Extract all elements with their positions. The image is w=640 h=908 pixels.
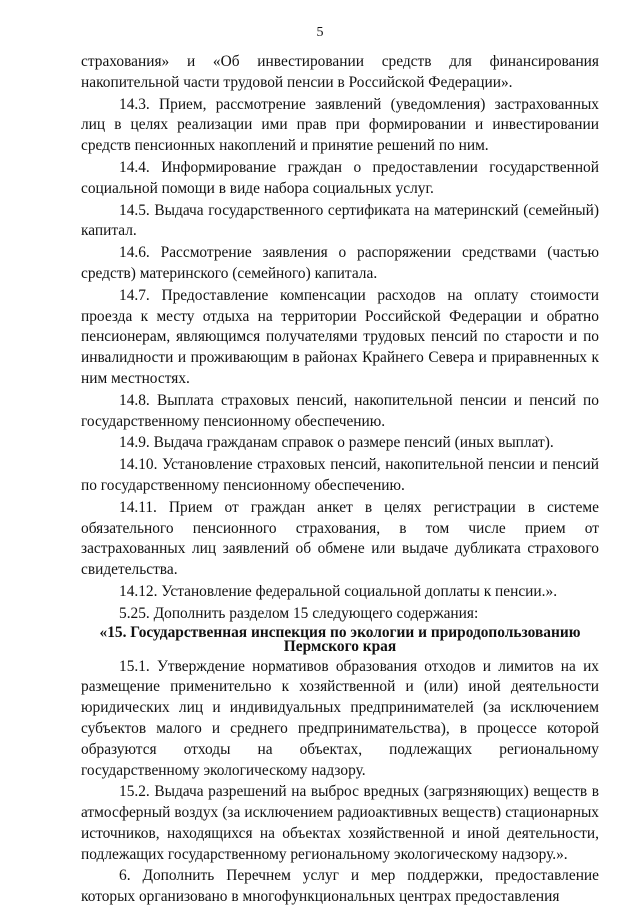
paragraph: 14.3. Прием, рассмотрение заявлений (уведомления) застрахованных лиц в целях реализации ими прав при формировании и инвестировании средств пенсионных накоплений и принятие решений по ним. [81, 95, 599, 155]
paragraph: 14.8. Выплата страховых пенсий, накопительной пенсии и пенсий по государственному пенсионному обеспечению. [81, 391, 599, 430]
paragraph: 15.1. Утверждение нормативов образования отходов и лимитов на их размещение применительно к хозяйственной и (или) иной деятельности юридических лиц и индивидуальных предпринимателей (за исключением субъектов малого и среднего предпринимательства), в процессе которой образуются отходы на объектах, подлежащих региональному государственному экологическому надзору. [81, 657, 599, 779]
paragraph: 14.6. Рассмотрение заявления о распоряжении средствами (частью средств) материнского (семейного) капитала. [81, 244, 599, 282]
paragraph: 6. Дополнить Перечнем услуг и мер поддержки, предоставление которых организовано в многофункциональных центрах предоставления [81, 867, 599, 906]
paragraph: 14.10. Установление страховых пенсий, накопительной пенсии и пенсий по государственному пенсионному обеспечению. [81, 456, 599, 494]
page-number: 5 [316, 25, 324, 40]
document-body [81, 52, 599, 908]
paragraph: 14.7. Предоставление компенсации расходов на оплату стоимости проезда к месту отдыха на территории Российской Федерации и обратно пенсионерам, являющимся получателями трудовых пенсий по старости и по инвалидности и проживающим в районах Крайнего Севера и приравненных к ним местностях. [81, 286, 599, 387]
section-heading-line: «15. Государственная инспекция по экологии и природопользованию [99, 623, 581, 641]
paragraph: 5.25. Дополнить разделом 15 следующего содержания: [119, 604, 479, 622]
paragraph: 14.9. Выдача гражданам справок о размере пенсий (иных выплат). [119, 434, 554, 452]
paragraph: 15.2. Выдача разрешений на выброс вредных (загрязняющих) веществ в атмосферный воздух (за исключением радиоактивных веществ) стационарных источников, находящихся на объектах хозяйственной и иной деятельности, подлежащих государственному региональному экологическому надзору.». [81, 783, 599, 863]
section-heading [81, 623, 599, 655]
paragraph: 14.4. Информирование граждан о предоставлении государственной социальной помощи в виде набора социальных услуг. [81, 158, 599, 197]
paragraph: страхования» и «Об инвестировании средств для финансирования накопительной части трудовой пенсии в Российской Федерации». [81, 53, 599, 91]
paragraph: 14.5. Выдача государственного сертификата на материнский (семейный) капитал. [81, 201, 599, 240]
paragraph: 14.12. Установление федеральной социальной доплаты к пенсии.». [119, 582, 558, 600]
section-heading-line: Пермского края [283, 637, 397, 655]
paragraph: 14.11. Прием от граждан анкет в целях регистрации в системе обязательного пенсионного страхования, в том числе прием от застрахованных лиц заявлений об обмене или выдаче дубликата страхового свидетельства. [81, 498, 599, 579]
